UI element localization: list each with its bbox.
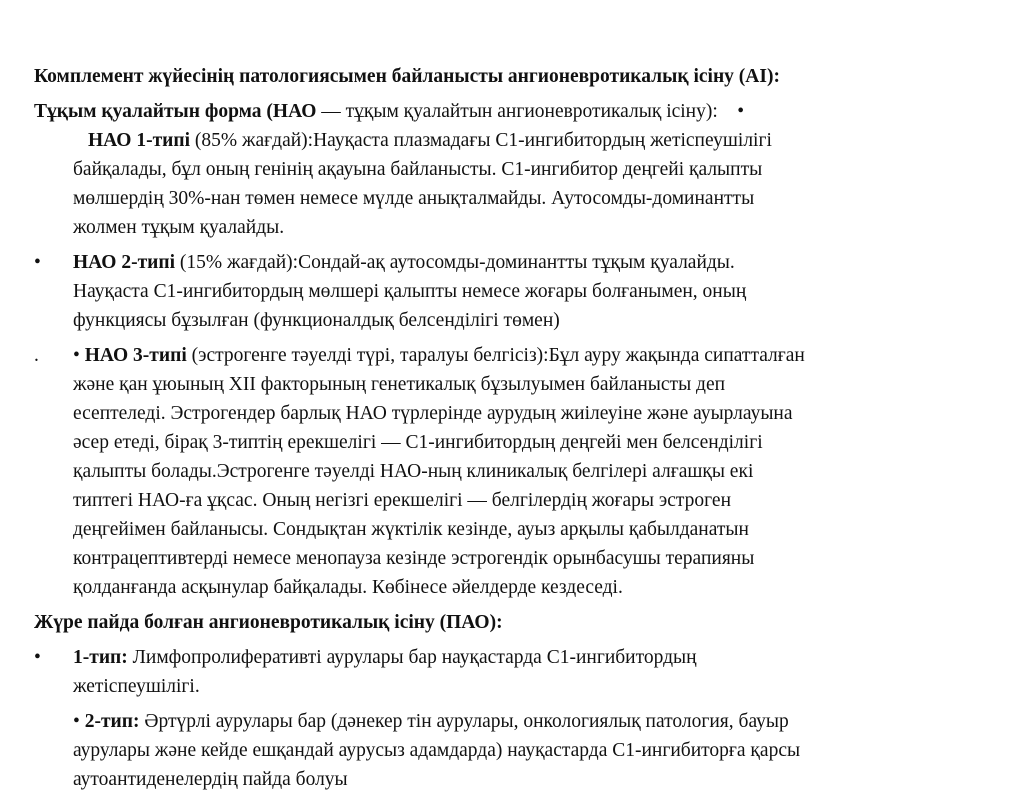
- hao-type3-title: НАО 3-типі: [84, 345, 187, 366]
- hereditary-heading-rest: — тұқым қуалайтын ангионевротикалық ісіну):: [316, 101, 718, 122]
- hao-type2-line-3: функциясы бұзылған (функционалдық белсенділігі төмен): [73, 310, 560, 331]
- bullet-marker: •: [34, 647, 41, 668]
- hao-type1-line-3: мөлшердің 30%-нан төмен немесе мүлде анықталмайды. Аутосомды-доминантты: [73, 188, 755, 209]
- section-heading-complement: Комплемент жүйесінің патологиясымен байланысты ангионевротикалық ісіну (АІ):: [34, 66, 780, 87]
- section-heading-acquired: Жүре пайда болған ангионевротикалық ісіну (ПАО):: [34, 612, 503, 633]
- hao-type3-line-2: және қан ұюының XII факторының генетикалық бұзылуымен байланысты деп: [73, 374, 726, 395]
- hao-type2-title: НАО 2-типі: [73, 252, 176, 273]
- hao-type1-line-2: байқалады, бұл оның генінің ақауына байланысты. С1-ингибитор деңгейі қалыпты: [73, 159, 763, 180]
- pao-type1-title: 1-тип:: [73, 647, 128, 668]
- hao-type3-line-8: контрацептивтерді немесе менопауза кезінде эстрогендік орынбасушы терапияны: [73, 548, 755, 569]
- hao-type3-line-1: • НАО 3-типі (эстрогенге тәуелді түрі, таралуы белгісіз):Бұл ауру жақында сипатталған: [73, 345, 805, 366]
- pao-type2-line-3: аутоантиденелердің пайда болуы: [73, 769, 348, 790]
- pao-type2-line-1: • 2-тип: Әртүрлі аурулары бар (дәнекер тін аурулары, онкологиялық патология, бауыр: [73, 711, 789, 732]
- pao-type1-line-1: 1-тип: Лимфопролиферативті аурулары бар науқастарда С1-ингибитордың: [73, 647, 697, 668]
- bullet-marker: •: [34, 252, 41, 273]
- hao-type3-block: [34, 341, 934, 602]
- list-marker: .: [34, 345, 39, 366]
- hao-type3-line-7: деңгейімен байланысы. Сондықтан жүктілік кезінде, ауыз арқылы қабылданатын: [73, 519, 749, 540]
- hao-type1-line-1: НАО 1-типі (85% жағдай):Науқаста плазмадағы С1-ингибитордың жетіспеушілігі: [88, 130, 772, 151]
- hao-type1-block: [34, 126, 934, 242]
- hao-type2-line-1: НАО 2-типі (15% жағдай):Сондай-ақ аутосомды-доминантты тұқым қуалайды.: [73, 252, 735, 273]
- hao-type3-line-4: әсер етеді, бірақ 3-типтің ерекшелігі — С1-ингибитордың деңгейі мен белсенділігі: [73, 432, 763, 453]
- bullet-marker: •: [737, 101, 745, 122]
- hereditary-heading-bold: Тұқым қуалайтын форма (НАО: [34, 101, 317, 122]
- hao-type3-line-9: қолданғанда асқынулар байқалады. Көбінесе әйелдерде кездеседі.: [73, 577, 623, 598]
- hao-type1-line-4: жолмен тұқым қуалайды.: [73, 217, 285, 238]
- pao-type2-block: [34, 707, 934, 794]
- pao-type2-line-2: аурулары және кейде ешқандай аурусыз адамдарда) науқастарда С1-ингибиторға қарсы: [73, 740, 801, 761]
- section-heading-hereditary: [34, 97, 934, 126]
- hao-type3-line-3: есептеледі. Эстрогендер барлық НАО түрлерінде аурудың жиілеуіне және ауырлауына: [73, 403, 793, 424]
- hao-type3-line-6: типтегі НАО-ға ұқсас. Оның негізгі ерекшелігі — белгілердің жоғары эстроген: [73, 490, 732, 511]
- pao-type1-block: [34, 643, 934, 701]
- hao-type1-title: НАО 1-типі: [88, 130, 191, 151]
- slide-body: [34, 62, 934, 794]
- hao-type3-line-5: қалыпты болады.Эстрогенге тәуелді НАО-ның клиникалық белгілері алғашқы екі: [73, 461, 754, 482]
- hao-type2-block: [34, 248, 934, 335]
- pao-type1-line-2: жетіспеушілігі.: [73, 676, 200, 697]
- pao-type2-title: 2-тип:: [84, 711, 140, 732]
- hao-type2-line-2: Науқаста С1-ингибитордың мөлшері қалыпты немесе жоғары болғанымен, оның: [73, 281, 747, 302]
